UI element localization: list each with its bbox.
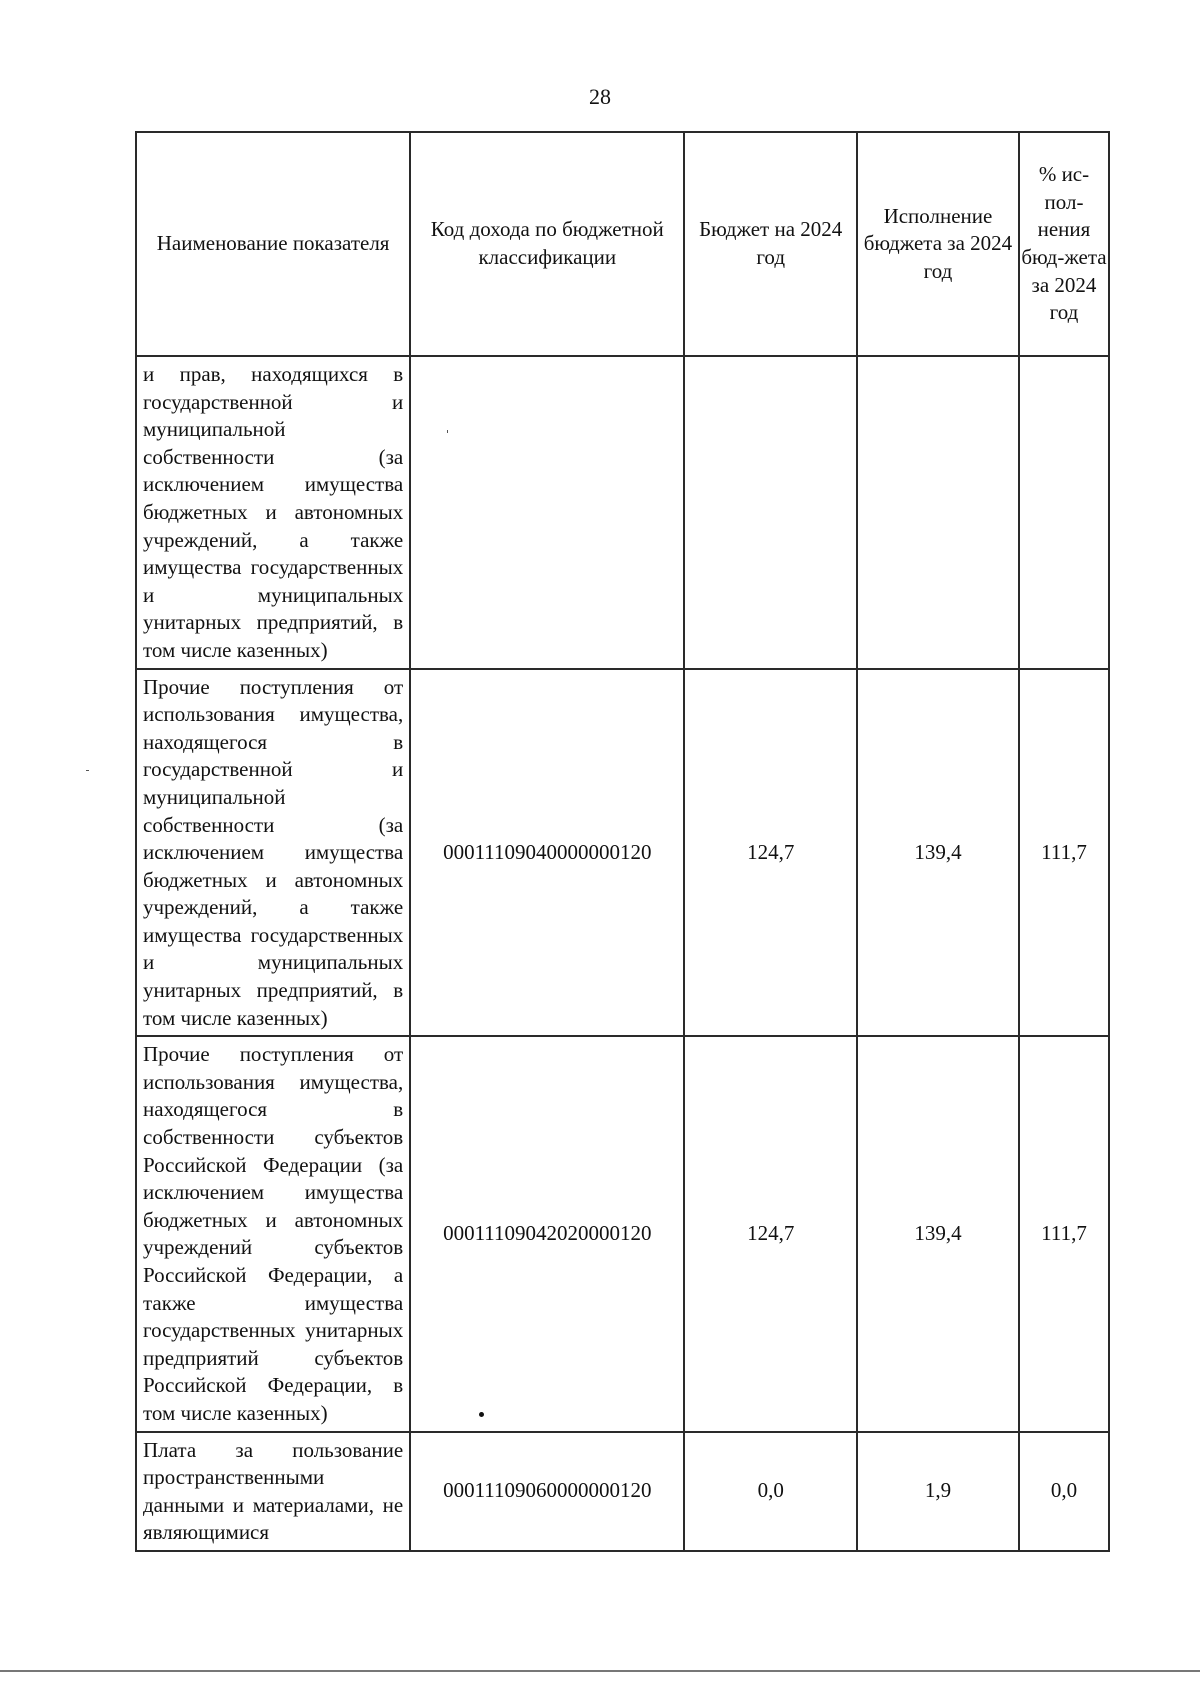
table-row [136,669,1109,1037]
table-header-row [136,132,1109,356]
row-percent: 0,0 [1019,1432,1109,1551]
row-code [410,356,684,669]
header-name: Наименование показателя [136,132,410,356]
row-execution: 139,4 [857,1036,1019,1431]
row-name: Плата за пользование пространственными данными и материалами, не являющимися [136,1432,410,1551]
row-name: Прочие поступления от использования имущества, находящегося в собственности субъектов Российской Федерации (за исключением имущества бюджетных и автономных учреждений субъектов Российской Федерации, а также имущества государственных унитарных предприятий субъектов Российской Федерации, в том числе казенных) [136,1036,410,1431]
table-row [136,1432,1109,1551]
header-budget: Бюджет на 2024 год [684,132,857,356]
revenue-table [135,131,1110,1552]
scan-mark [86,770,89,771]
row-code: 00011109040000000120 [410,669,684,1037]
page-bottom-rule [0,1670,1200,1672]
row-execution [857,356,1019,669]
page-number: 28 [589,84,611,109]
scan-dot [479,1412,484,1417]
row-execution: 139,4 [857,669,1019,1037]
row-budget: 0,0 [684,1432,857,1551]
row-budget: 124,7 [684,669,857,1037]
row-budget: 124,7 [684,1036,857,1431]
row-code: 00011109060000000120 [410,1432,684,1551]
row-code: 00011109042020000120 [410,1036,684,1431]
header-percent: % ис-пол-нения бюд-жета за 2024 год [1019,132,1109,356]
header-code: Код дохода по бюджетной классификации [410,132,684,356]
row-execution: 1,9 [857,1432,1019,1551]
row-percent: 111,7 [1019,669,1109,1037]
row-percent [1019,356,1109,669]
header-execution: Исполнение бюджета за 2024 год [857,132,1019,356]
scan-mark [447,430,448,433]
table-row [136,356,1109,669]
row-name: Прочие поступления от использования имущества, находящегося в государственной и муниципальной собственности (за исключением имущества бюджетных и автономных учреждений, а также имущества государственных и муниципальных унитарных предприятий, в том числе казенных) [136,669,410,1037]
row-name: и прав, находящихся в государственной и муниципальной собственности (за исключением имущества бюджетных и автономных учреждений, а также имущества государственных и муниципальных унитарных предприятий, в том числе казенных) [136,356,410,669]
row-budget [684,356,857,669]
table-row [136,1036,1109,1431]
row-percent: 111,7 [1019,1036,1109,1431]
